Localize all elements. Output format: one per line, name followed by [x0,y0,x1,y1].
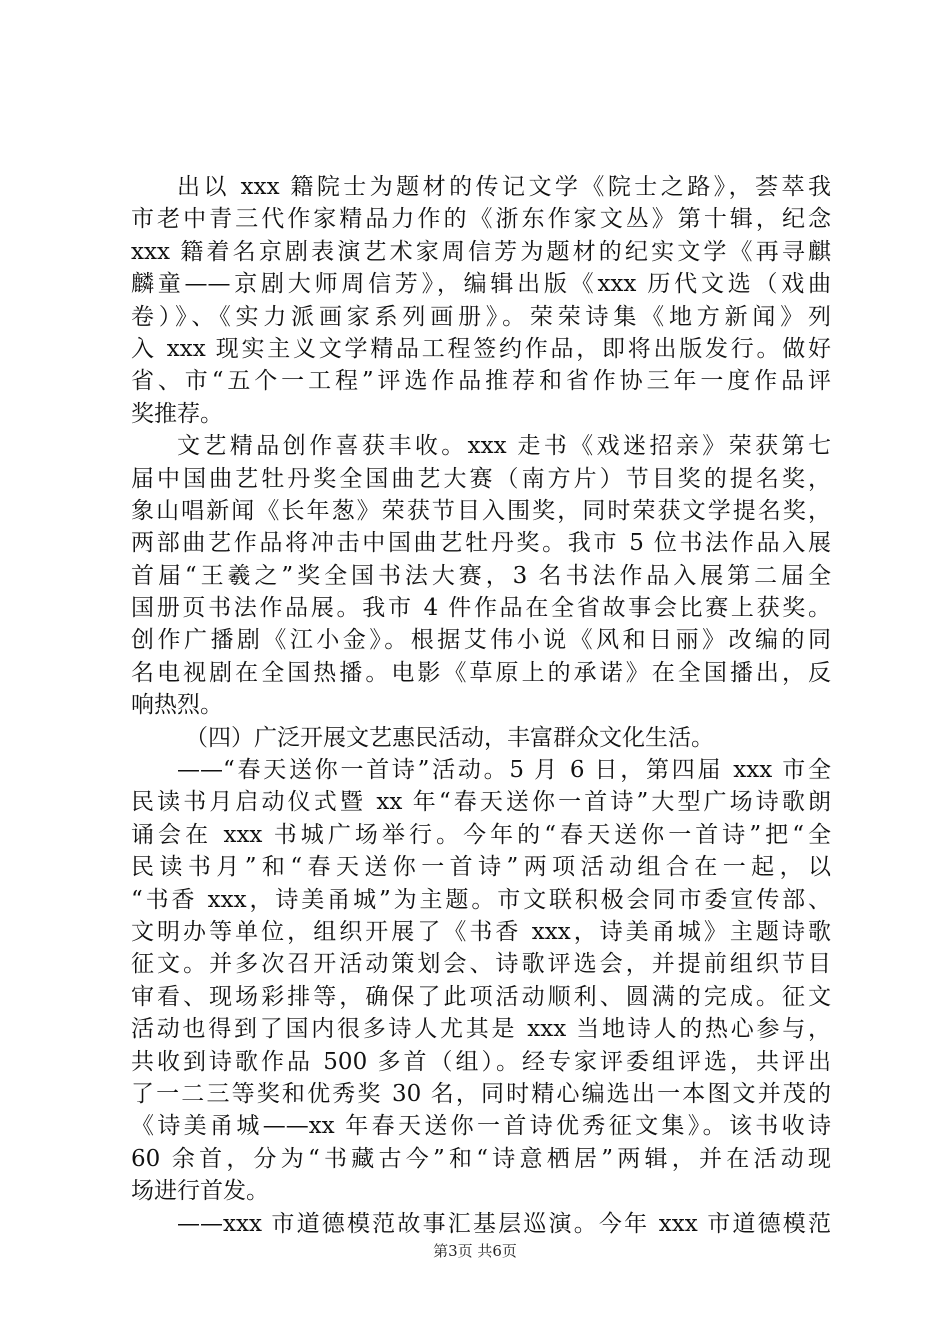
text-line: 省、市“五个一工程”评选作品推荐和省作协三年一度作品评 [131,368,831,395]
text-line: ——xxx 市道德模范故事汇基层巡演。今年 xxx 市道德模范 [177,1210,831,1237]
text-line: 活动也得到了国内很多诗人尤其是 xxx 当地诗人的热心参与， [131,1016,831,1043]
text-line: 奖推荐。 [131,400,223,427]
text-line: 创作广播剧《江小金》。根据艾伟小说《风和日丽》改编的同 [131,627,831,654]
text-line: 首届“王羲之”奖全国书法大赛，3 名书法作品入展第二届全 [131,562,831,589]
page-footer: 第3页 共6页 [433,1242,517,1260]
text-line: 文艺精品创作喜获丰收。xxx 走书《戏迷招亲》荣获第七 [177,433,831,460]
text-line: 象山唱新闻《长年葱》荣获节目入围奖，同时荣获文学提名奖， [131,497,831,524]
text-line: 60 余首，分为“书藏古今”和“诗意栖居”两辑，并在活动现 [131,1145,831,1172]
text-line: 《诗美甬城——xx 年春天送你一首诗优秀征文集》。该书收诗 [131,1113,831,1140]
text-line: 响热烈。 [131,692,223,719]
text-line: 场进行首发。 [131,1178,269,1205]
text-line: 民读书月”和“春天送你一首诗”两项活动组合在一起，以 [131,854,831,881]
text-line: 卷）》、《实力派画家系列画册》。荣荣诗集《地方新闻》列 [131,303,831,330]
text-line: ——“春天送你一首诗”活动。5 月 6 日，第四届 xxx 市全 [177,757,831,784]
text-line: “书香 xxx，诗美甬城”为主题。市文联积极会同市委宣传部、 [131,886,831,913]
text-line: 诵会在 xxx 书城广场举行。今年的“春天送你一首诗”把“全 [131,821,831,848]
text-line: 届中国曲艺牡丹奖全国曲艺大赛（南方片）节目奖的提名奖， [131,465,831,492]
text-line: xxx 籍着名京剧表演艺术家周信芳为题材的纪实文学《再寻麒 [131,238,831,265]
text-line: 征文。并多次召开活动策划会、诗歌评选会，并提前组织节目 [131,951,831,978]
text-line: 民读书月启动仪式暨 xx 年“春天送你一首诗”大型广场诗歌朗 [131,789,831,816]
text-line: 共收到诗歌作品 500 多首（组）。经专家评委组评选，共评出 [131,1048,831,1075]
text-line: 国册页书法作品展。我市 4 件作品在全省故事会比赛上获奖。 [131,595,831,622]
text-line: 麟童——京剧大师周信芳》，编辑出版《xxx 历代文选（戏曲 [131,271,831,298]
text-line: 入 xxx 现实主义文学精品工程签约作品，即将出版发行。做好 [131,335,831,362]
document-body [131,171,831,1240]
text-line: 出以 xxx 籍院士为题材的传记文学《院士之路》，荟萃我 [177,174,831,200]
text-line: 文明办等单位，组织开展了《书香 xxx，诗美甬城》主题诗歌 [131,918,831,945]
text-line: 两部曲艺作品将冲击中国曲艺牡丹奖。我市 5 位书法作品入展 [131,530,831,557]
text-line: 审看、现场彩排等，确保了此项活动顺利、圆满的完成。征文 [131,983,831,1010]
text-line: 了一二三等奖和优秀奖 30 名，同时精心编选出一本图文并茂的 [131,1080,831,1107]
section-heading: （四）广泛开展文艺惠民活动，丰富群众文化生活。 [185,724,714,751]
text-line: 名电视剧在全国热播。电影《草原上的承诺》在全国播出，反 [131,659,831,686]
text-line: 市老中青三代作家精品力作的《浙东作家文丛》第十辑，纪念 [131,206,831,233]
